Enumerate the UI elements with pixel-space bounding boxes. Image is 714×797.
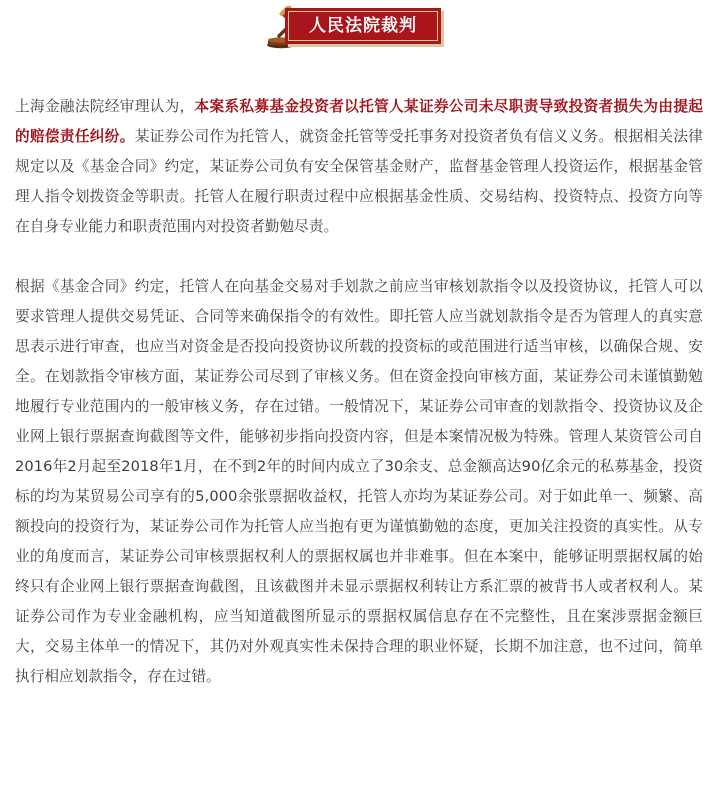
banner-title: 人民法院裁判	[309, 16, 417, 36]
paragraph-lead: 上海金融法院经审理认为，	[15, 98, 195, 115]
highlighted-text: 本案系私募基金投资者以托管人某证券公司未尽职责导致投资者损失为由提起的赔偿责任纠纷。	[15, 98, 703, 145]
title-banner	[285, 8, 441, 44]
paragraph-contract-analysis: 根据《基金合同》约定，托管人在向基金交易对手划款之前应当审核划款指令以及投资协议，托管人可以要求管理人提供交易凭证、合同等来确保指令的有效性。即托管人应当就划款指令是否为管理人的真实意思表示进行审查，也应当对资金是否投向投资协议所载的投资标的或范围进行适当审核，以确保合规、安全。在划款指令审核方面，某证券公司尽到了审核义务。但在资金投向审核方面，某证券公司未谨慎勤勉地履行专业范围内的一般审核义务，存在过错。一般情况下，某证券公司审查的划款指令、投资协议及企业网上银行票据查询截图等文件，能够初步指向投资内容，但是本案情况极为特殊。管理人某资管公司自2016年2月起至2018年1月，在不到2年的时间内成立了30余支、总金额高达90亿余元的私募基金，投资标的均为某贸易公司享有的5,000余张票据收益权，托管人亦均为某证券公司。对于如此单一、频繁、高额投向的投资行为，某证券公司作为托管人应当抱有更为谨慎勤勉的态度，更加关注投资的真实性。从专业的角度而言，某证券公司审核票据权利人的票据权属也并非难事。但在本案中，能够证明票据权属的始终只有企业网上银行票据查询截图，且该截图并未显示票据权利转让方系汇票的被背书人或者权利人。某证券公司作为专业金融机构，应当知道截图所显示的票据权属信息存在不完整性，且在案涉票据金额巨大，交易主体单一的情况下，其仍对外观真实性未保持合理的职业怀疑，长期不加注意，也不过问，简单执行相应划款指令，存在过错。	[15, 278, 703, 685]
paragraph-rest: 某证券公司作为托管人，就资金托管等受托事务对投资者负有信义义务。根据相关法律规定以及《基金合同》约定，某证券公司负有安全保管基金财产，监督基金管理人投资运作，根据基金管理人指令划拨资金等职责。托管人在履行职责过程中应根据基金性质、交易结构、投资特点、投资方向等在自身专业能力和职责范围内对投资者勤勉尽责。	[15, 128, 703, 235]
section-header	[0, 4, 714, 48]
paragraph-court-opinion	[15, 92, 703, 242]
article-body	[15, 92, 703, 692]
